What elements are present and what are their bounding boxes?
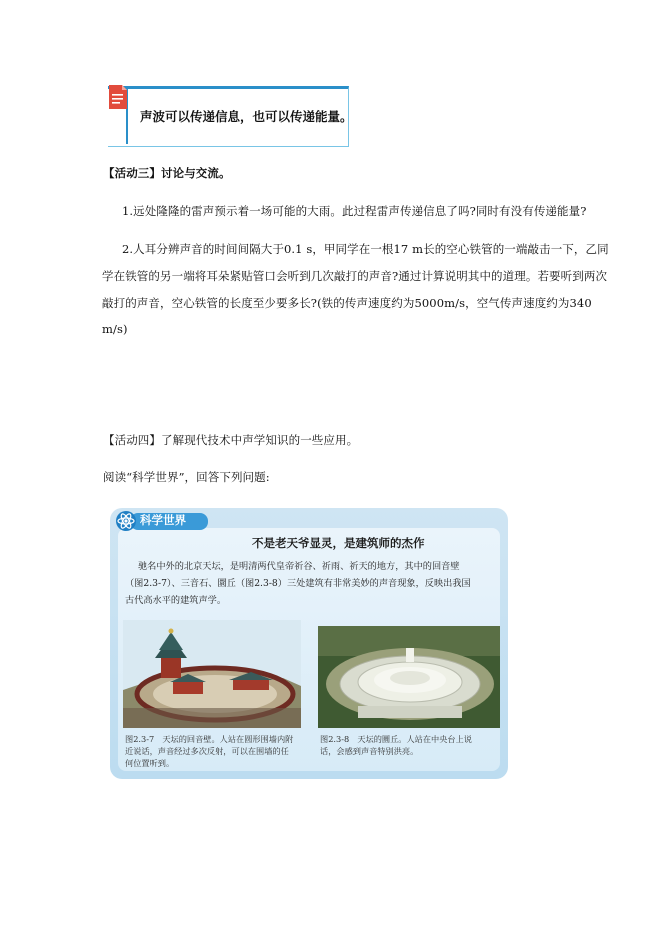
caption-2-line1: 图2.3-8 天坛的圜丘。人站在中央台上说 [320, 734, 472, 744]
caption-2-line2: 话，会感到声音特别洪亮。 [320, 746, 419, 756]
document-icon [108, 84, 128, 110]
activity4-heading: 【活动四】了解现代技术中声学知识的一些应用。 [103, 433, 359, 447]
science-world-para-line3: 古代高水平的建筑声学。 [125, 595, 227, 606]
activity3-question-1: 1.远处隆隆的雷声预示着一场可能的大雨。此过程雷声传递信息了吗?同时有没有传递能量? [122, 204, 587, 218]
activity3-heading: 【活动三】讨论与交流。 [103, 166, 231, 180]
science-world-label: 科学世界 [140, 513, 186, 527]
key-point-text: 声波可以传递信息，也可以传递能量。 [140, 109, 353, 124]
activity3-question-2-line4: m/s) [102, 322, 128, 336]
science-world-para-line1: 驰名中外的北京天坛，是明清两代皇帝祈谷、祈雨、祈天的地方，其中的回音壁 [138, 561, 460, 572]
science-world-title: 不是老天爷显灵，是建筑师的杰作 [252, 536, 425, 550]
activity4-read-instruction: 阅读“科学世界”，回答下列问题: [103, 470, 270, 484]
caption-1-line2: 近说话，声音经过多次反射，可以在围墙的任 [125, 746, 289, 756]
caption-1-line3: 何位置听到。 [125, 758, 175, 768]
echo-wall-photo [123, 620, 301, 728]
circular-mound-altar-photo [318, 626, 500, 728]
activity3-question-2-line3: 敲打的声音，空心铁管的长度至少要多长?(铁的传声速度约为5000m/s，空气传声速度约为340 [102, 296, 592, 310]
activity3-question-2-line1: 2.人耳分辨声音的时间间隔大于0.1 s，甲同学在一根17 m长的空心铁管的一端敲击一下，乙同 [122, 242, 609, 256]
science-world-para-line2: （图2.3-7）、三音石、圜丘（图2.3-8）三处建筑有非常美妙的声音现象，反映出我国 [125, 578, 471, 589]
caption-1-line1: 图2.3-7 天坛的回音壁。人站在圆形围墙内附 [125, 734, 294, 744]
activity3-question-2-line2: 学在铁管的另一端将耳朵紧贴管口会听到几次敲打的声音?通过计算说明其中的道理。若要听到两次 [102, 269, 608, 283]
